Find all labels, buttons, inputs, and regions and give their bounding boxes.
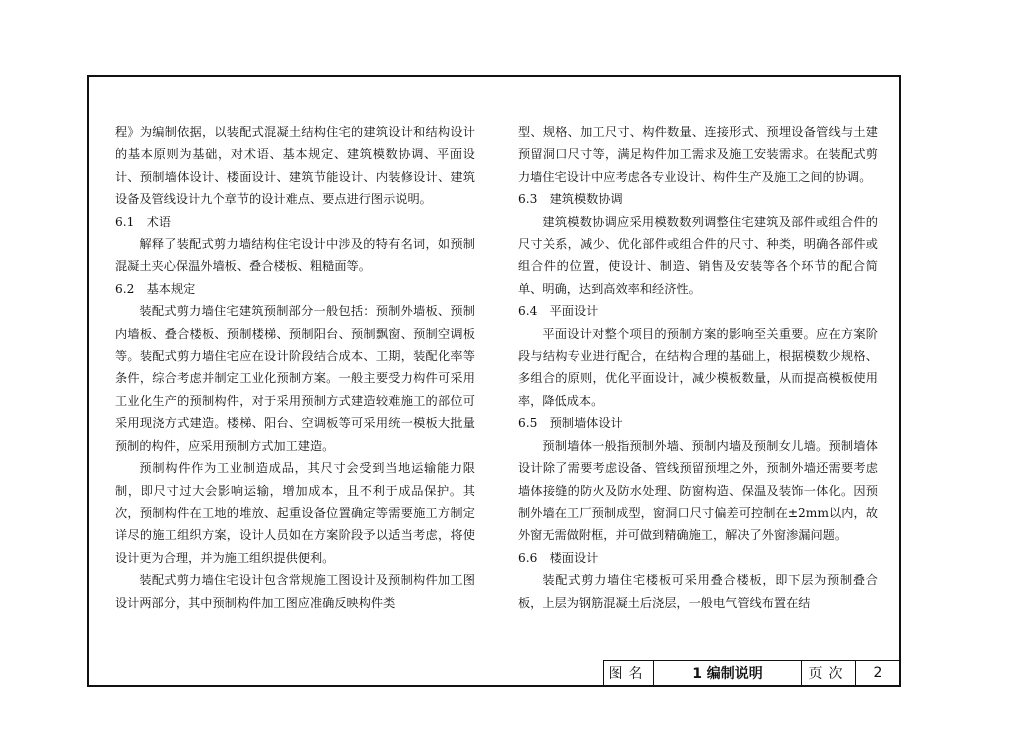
section-heading: 6.4 平面设计 bbox=[518, 304, 599, 319]
paragraph: 预制构件作为工业制造成品，其尺寸会受到当地运输能力限制，即尺寸过大会影响运输，增加成本，且不利于成品保护。其次，预制构件在工地的堆放、起重设备位置确定等需要施工方制定详尽的施工组织方案，设计人员如在方案阶段予以适当考虑，将使设计更为合理，并为施工组织提供便利。 bbox=[115, 461, 475, 565]
section-heading: 6.1 术语 bbox=[115, 214, 171, 229]
paragraph: 装配式剪力墙住宅设计包含常规施工图设计及预制构件加工图设计两部分，其中预制构件加工图应准确反映构件类 bbox=[115, 573, 475, 610]
section-heading: 6.5 预制墙体设计 bbox=[518, 416, 623, 431]
drawing-name: 1 编制说明 bbox=[654, 661, 802, 685]
paragraph: 预制墙体一般指预制外墙、预制内墙及预制女儿墙。预制墙体设计除了需要考虑设备、管线预留预埋之外，预制外墙还需要考虑墙体接缝的防火及防水处理、防窗构造、保温及装饰一体化。因预制外墙在工厂预制成型，窗洞口尺寸偏差可控制在±2mm以内，故外窗无需做附框，并可做到精确施工，解决了外窗渗漏问题。 bbox=[518, 438, 878, 543]
paragraph: 平面设计对整个项目的预制方案的影响至关重要。应在方案阶段与结构专业进行配合，在结构合理的基础上，根据模数少规格、多组合的原则，优化平面设计，减少模板数量，从而提高模板使用率，降低成本。 bbox=[518, 326, 878, 408]
paragraph: 建筑模数协调应采用模数数列调整住宅建筑及部件或组合件的尺寸关系，减少、优化部件或组合件的尺寸、种类，明确各部件或组合件的位置，使设计、制造、销售及安装等各个环节的配合简单、明确，达到高效率和经济性。 bbox=[518, 214, 878, 296]
page-number: 2 bbox=[873, 665, 883, 681]
drawing-frame bbox=[87, 75, 901, 687]
left-text-column bbox=[115, 121, 475, 614]
title-block bbox=[603, 660, 900, 685]
paragraph: 程》为编制依据，以装配式混凝土结构住宅的建筑设计和结构设计的基本原则为基础，对术语、基本规定、建筑模数协调、平面设计、预制墙体设计、楼面设计、建筑节能设计、内装修设计、建筑设备及管线设计九个章节的设计难点、要点进行图示说明。 bbox=[115, 125, 475, 207]
paragraph: 型、规格、加工尺寸、构件数量、连接形式、预埋设备管线与土建预留洞口尺寸等，满足构件加工需求及施工安装需求。在装配式剪力墙住宅设计中应考虑各专业设计、构件生产及施工之间的协调。 bbox=[518, 125, 878, 184]
drawing-name-label: 图名 bbox=[604, 661, 654, 685]
paragraph: 装配式剪力墙住宅楼板可采用叠合楼板，即下层为预制叠合板，上层为钢筋混凝土后浇层，一般电气管线布置在结 bbox=[518, 573, 878, 610]
right-text-column bbox=[518, 121, 878, 614]
section-heading: 6.6 楼面设计 bbox=[518, 550, 599, 565]
section-heading: 6.2 基本规定 bbox=[115, 281, 196, 296]
paragraph: 装配式剪力墙住宅建筑预制部分一般包括：预制外墙板、预制内墙板、叠合楼板、预制楼梯、预制阳台、预制飘窗、预制空调板等。装配式剪力墙住宅应在设计阶段结合成本、工期，装配化率等条件，综合考虑并制定工业化预制方案。一般主要受力构件可采用工业化生产的预制构件，对于采用预制方式建造较难施工的部位可采用现浇方式建造。楼梯、阳台、空调板等可采用统一模板大批量预制的构件，应采用预制方式加工建造。 bbox=[115, 304, 475, 453]
paragraph: 解释了装配式剪力墙结构住宅设计中涉及的特有名词，如预制混凝土夹心保温外墙板、叠合楼板、粗糙面等。 bbox=[115, 237, 475, 274]
section-heading: 6.3 建筑模数协调 bbox=[518, 192, 623, 207]
page-label: 页次 bbox=[802, 661, 856, 685]
